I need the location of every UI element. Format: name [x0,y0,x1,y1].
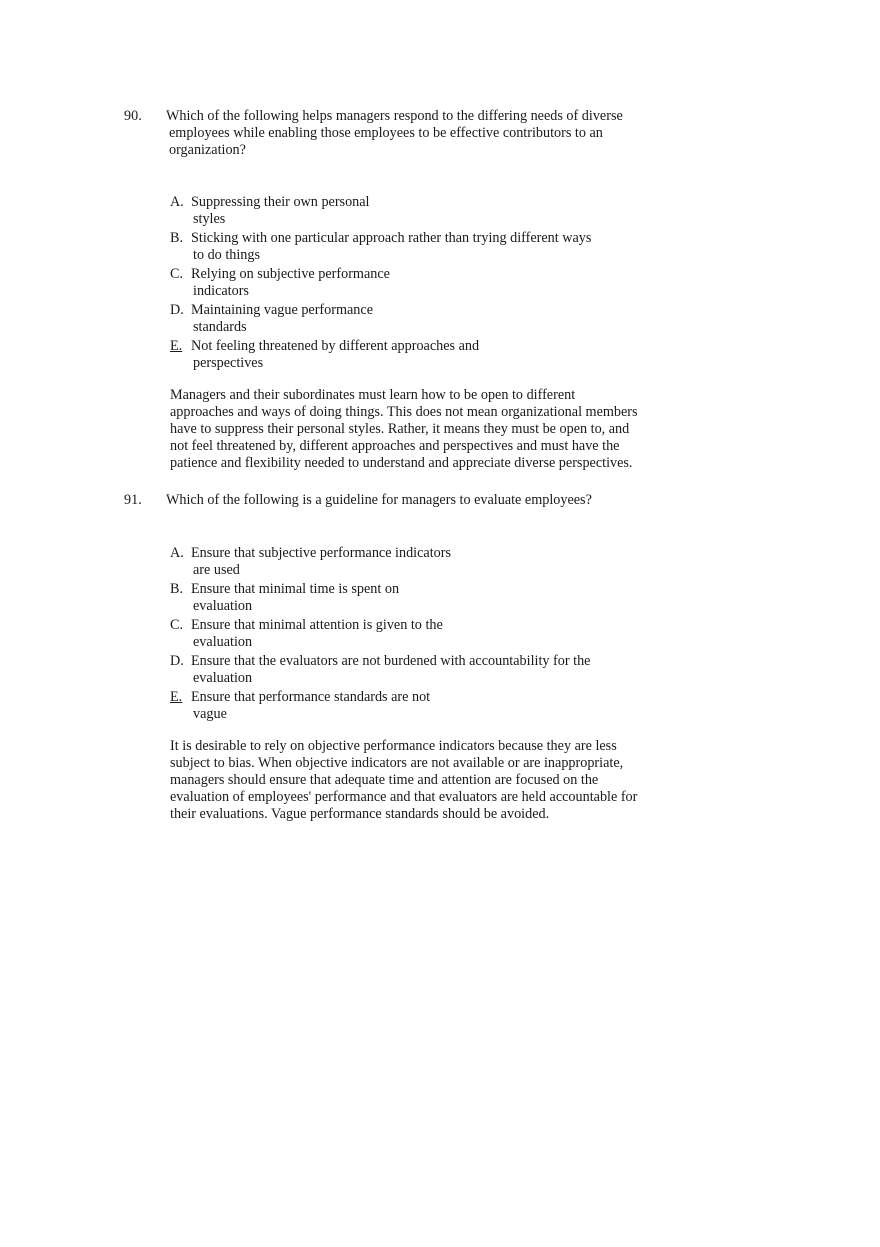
option-text: Relying on subjective performance [191,266,390,282]
option-e-correct [170,338,640,372]
option-text: Maintaining vague performance [191,302,373,318]
option-text: Ensure that performance standards are not [191,689,431,705]
explanation-90 [170,387,650,472]
explanation-line: approaches and ways of doing things. This does not mean organizational members [170,404,638,420]
question-number: 90. [124,108,142,124]
explanation-line: evaluation of employees' performance and that evaluators are held accountable for [170,789,638,805]
option-letter: A. [170,194,184,210]
option-c [170,617,640,651]
option-text: Ensure that minimal time is spent on [191,581,400,597]
option-e-correct [170,689,640,723]
explanation-line: managers should ensure that adequate time and attention are focused on the [170,772,599,788]
options-list-91 [170,545,640,725]
option-letter: D. [170,653,184,669]
question-text-line: employees while enabling those employees to be effective contributors to an [169,125,603,141]
option-text-cont: vague [193,706,227,722]
option-letter: C. [170,617,184,633]
option-text: Ensure that the evaluators are not burdened with accountability for the [191,653,591,669]
explanation-line: patience and flexibility needed to understand and appreciate diverse perspectives. [170,455,633,471]
explanation-line: have to suppress their personal styles. Rather, it means they must be open to, and [170,421,630,437]
option-letter: D. [170,302,184,318]
option-d [170,302,640,336]
option-letter: E. [170,338,183,354]
option-b [170,581,640,615]
option-c [170,266,640,300]
option-d [170,653,640,687]
question-text-line: Which of the following helps managers respond to the differing needs of diverse [166,108,623,124]
option-text-cont: evaluation [193,634,253,650]
question-text [166,492,644,509]
option-letter: B. [170,581,184,597]
option-text-cont: perspectives [193,355,264,371]
question-text-line: organization? [169,142,246,158]
explanation-line: subject to bias. When objective indicators are not available or are inappropriate, [170,755,624,771]
option-text-cont: styles [193,211,226,227]
option-text: Ensure that minimal attention is given to the [191,617,443,633]
option-a [170,194,640,228]
options-list-90 [170,194,640,374]
option-text-cont: evaluation [193,670,253,686]
option-letter: E. [170,689,183,705]
explanation-line: their evaluations. Vague performance standards should be avoided. [170,806,550,822]
question-text-line: Which of the following is a guideline for managers to evaluate employees? [166,492,592,508]
option-letter: A. [170,545,184,561]
option-text: Ensure that subjective performance indicators [191,545,452,561]
option-letter: B. [170,230,184,246]
explanation-line: Managers and their subordinates must learn how to be open to different [170,387,576,403]
option-text-cont: evaluation [193,598,253,614]
option-text-cont: are used [193,562,240,578]
option-text-cont: to do things [193,247,261,263]
option-text: Not feeling threatened by different approaches and [191,338,480,354]
option-text: Sticking with one particular approach rather than trying different ways [191,230,592,246]
option-text-cont: indicators [193,283,249,299]
explanation-91 [170,738,650,823]
option-letter: C. [170,266,184,282]
question-text [166,108,644,159]
explanation-line: not feel threatened by, different approaches and perspectives and must have the [170,438,620,454]
explanation-line: It is desirable to rely on objective performance indicators because they are less [170,738,617,754]
option-a [170,545,640,579]
option-b [170,230,640,264]
option-text: Suppressing their own personal [191,194,370,210]
option-text-cont: standards [193,319,247,335]
question-number: 91. [124,492,142,508]
